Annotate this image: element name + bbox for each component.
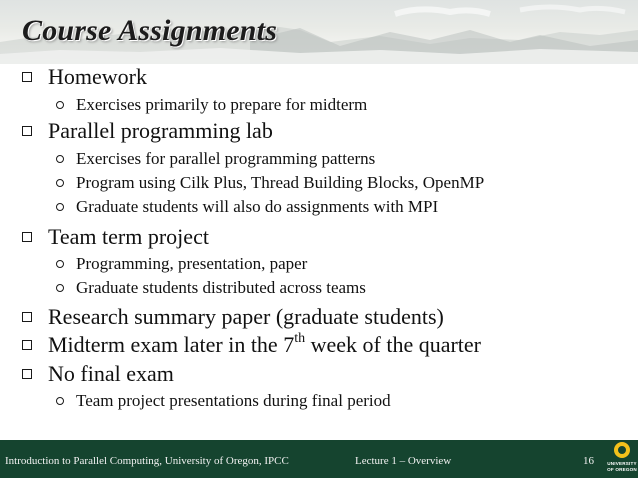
ordinal-superscript: th xyxy=(294,330,306,346)
slide-number: 16 xyxy=(583,455,594,467)
square-bullet-icon xyxy=(22,369,32,379)
sub-bullet-item xyxy=(76,254,307,274)
circle-bullet-icon xyxy=(56,397,64,405)
footer-lecture-text: Lecture 1 – Overview xyxy=(355,455,452,467)
bullet-item xyxy=(48,361,174,387)
bullet-text: Homework xyxy=(48,64,147,89)
university-logo xyxy=(606,440,638,478)
bullet-text: Parallel programming lab xyxy=(48,118,273,143)
logo-line-1: UNIVERSITY xyxy=(607,461,637,466)
sub-bullet-item xyxy=(76,149,375,169)
slide-title: Course Assignments xyxy=(22,14,278,47)
sub-bullet-item xyxy=(76,278,366,298)
circle-bullet-icon xyxy=(56,155,64,163)
sub-bullet-text: Graduate students distributed across teams xyxy=(76,278,366,297)
bullet-text-after: week of the quarter xyxy=(305,332,482,357)
sub-bullet-item xyxy=(76,95,367,115)
sub-bullet-text: Team project presentations during final period xyxy=(76,391,391,410)
square-bullet-icon xyxy=(22,126,32,136)
bullet-item xyxy=(48,118,273,144)
bullet-text: Research summary paper (graduate students) xyxy=(48,304,444,329)
circle-bullet-icon xyxy=(56,179,64,187)
circle-bullet-icon xyxy=(56,101,64,109)
sub-bullet-item xyxy=(76,173,484,193)
sub-bullet-item xyxy=(76,391,391,411)
sub-bullet-text: Graduate students will also do assignments with MPI xyxy=(76,197,439,216)
logo-line-2: OF OREGON xyxy=(607,466,637,472)
bullet-text: Team term project xyxy=(48,224,209,249)
square-bullet-icon xyxy=(22,340,32,350)
footer-course-text: Introduction to Parallel Computing, University of Oregon, IPCC xyxy=(5,455,289,467)
square-bullet-icon xyxy=(22,72,32,82)
bullet-item xyxy=(48,64,147,90)
circle-bullet-icon xyxy=(56,203,64,211)
bullet-text: No final exam xyxy=(48,361,174,386)
circle-bullet-icon xyxy=(56,284,64,292)
bullet-item xyxy=(48,332,481,358)
square-bullet-icon xyxy=(22,232,32,242)
logo-text xyxy=(606,461,638,472)
slide-footer xyxy=(0,440,638,478)
circle-bullet-icon xyxy=(56,260,64,268)
sub-bullet-text: Exercises for parallel programming patterns xyxy=(76,149,376,168)
bullet-text-before: Midterm exam later in the 7 xyxy=(48,332,295,357)
bullet-item xyxy=(48,224,209,250)
sub-bullet-item xyxy=(76,197,438,217)
square-bullet-icon xyxy=(22,312,32,322)
o-logo-icon xyxy=(614,442,630,458)
bullet-item xyxy=(48,304,444,330)
sub-bullet-text: Programming, presentation, paper xyxy=(76,254,308,273)
sub-bullet-text: Exercises primarily to prepare for midterm xyxy=(76,95,368,114)
sub-bullet-text: Program using Cilk Plus, Thread Building Blocks, OpenMP xyxy=(76,173,485,192)
